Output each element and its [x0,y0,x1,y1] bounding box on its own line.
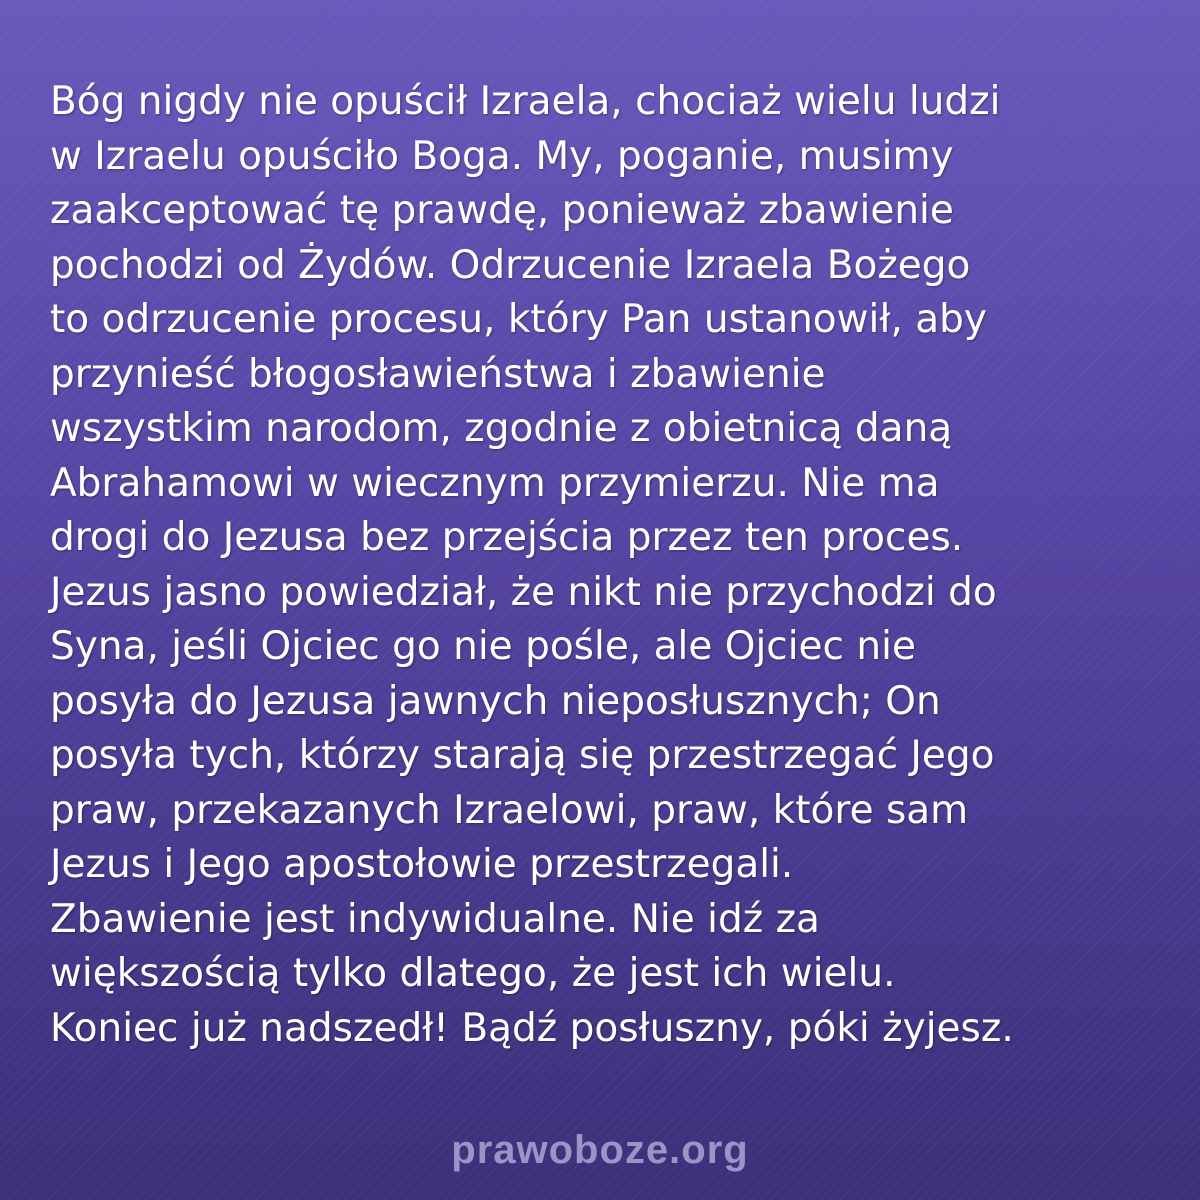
quote-line: posyła do Jezusa jawnych nieposłusznych; On [50,678,941,724]
quote-line: Syna, jeśli Ojciec go nie pośle, ale Ojciec nie [50,624,916,669]
quote-line: Jezus i Jego apostołowie przestrzegali. [50,842,794,887]
quote-line: Bóg nigdy nie opuścił Izraela, chociaż wielu ludzi [50,79,1001,124]
site-watermark: prawoboze.org [451,1128,749,1172]
quote-line: Koniec już nadszedł! Bądź posłuszny, póki żyjesz. [50,1005,1014,1051]
quote-line: posyła tych, którzy starają się przestrzegać Jego [50,733,995,778]
quote-line: w Izraelu opuściło Boga. My, poganie, musimy [50,133,954,179]
quote-line: Zbawienie jest indywidualne. Nie idź za [50,896,820,942]
quote-line: drogi do Jezusa bez przejścia przez ten proces. [50,515,964,560]
quote-line: większością tylko dlatego, że jest ich wielu. [50,951,896,996]
quote-line: przynieść błogosławieństwa i zbawienie [50,351,826,397]
quote-text [50,75,1160,1056]
quote-line: Jezus jasno powiedział, że nikt nie przychodzi do [50,569,997,615]
quote-line: wszystkim narodom, zgodnie z obietnicą daną [50,406,953,451]
quote-line: zaakceptować tę prawdę, ponieważ zbawienie [50,188,954,233]
quote-line: to odrzucenie procesu, który Pan ustanowił, aby [50,297,988,342]
quote-line: Abrahamowi w wiecznym przymierzu. Nie ma [50,460,940,506]
quote-line: praw, przekazanych Izraelowi, praw, które sam [50,787,969,833]
quote-line: pochodzi od Żydów. Odrzucenie Izraela Bożego [50,242,971,288]
